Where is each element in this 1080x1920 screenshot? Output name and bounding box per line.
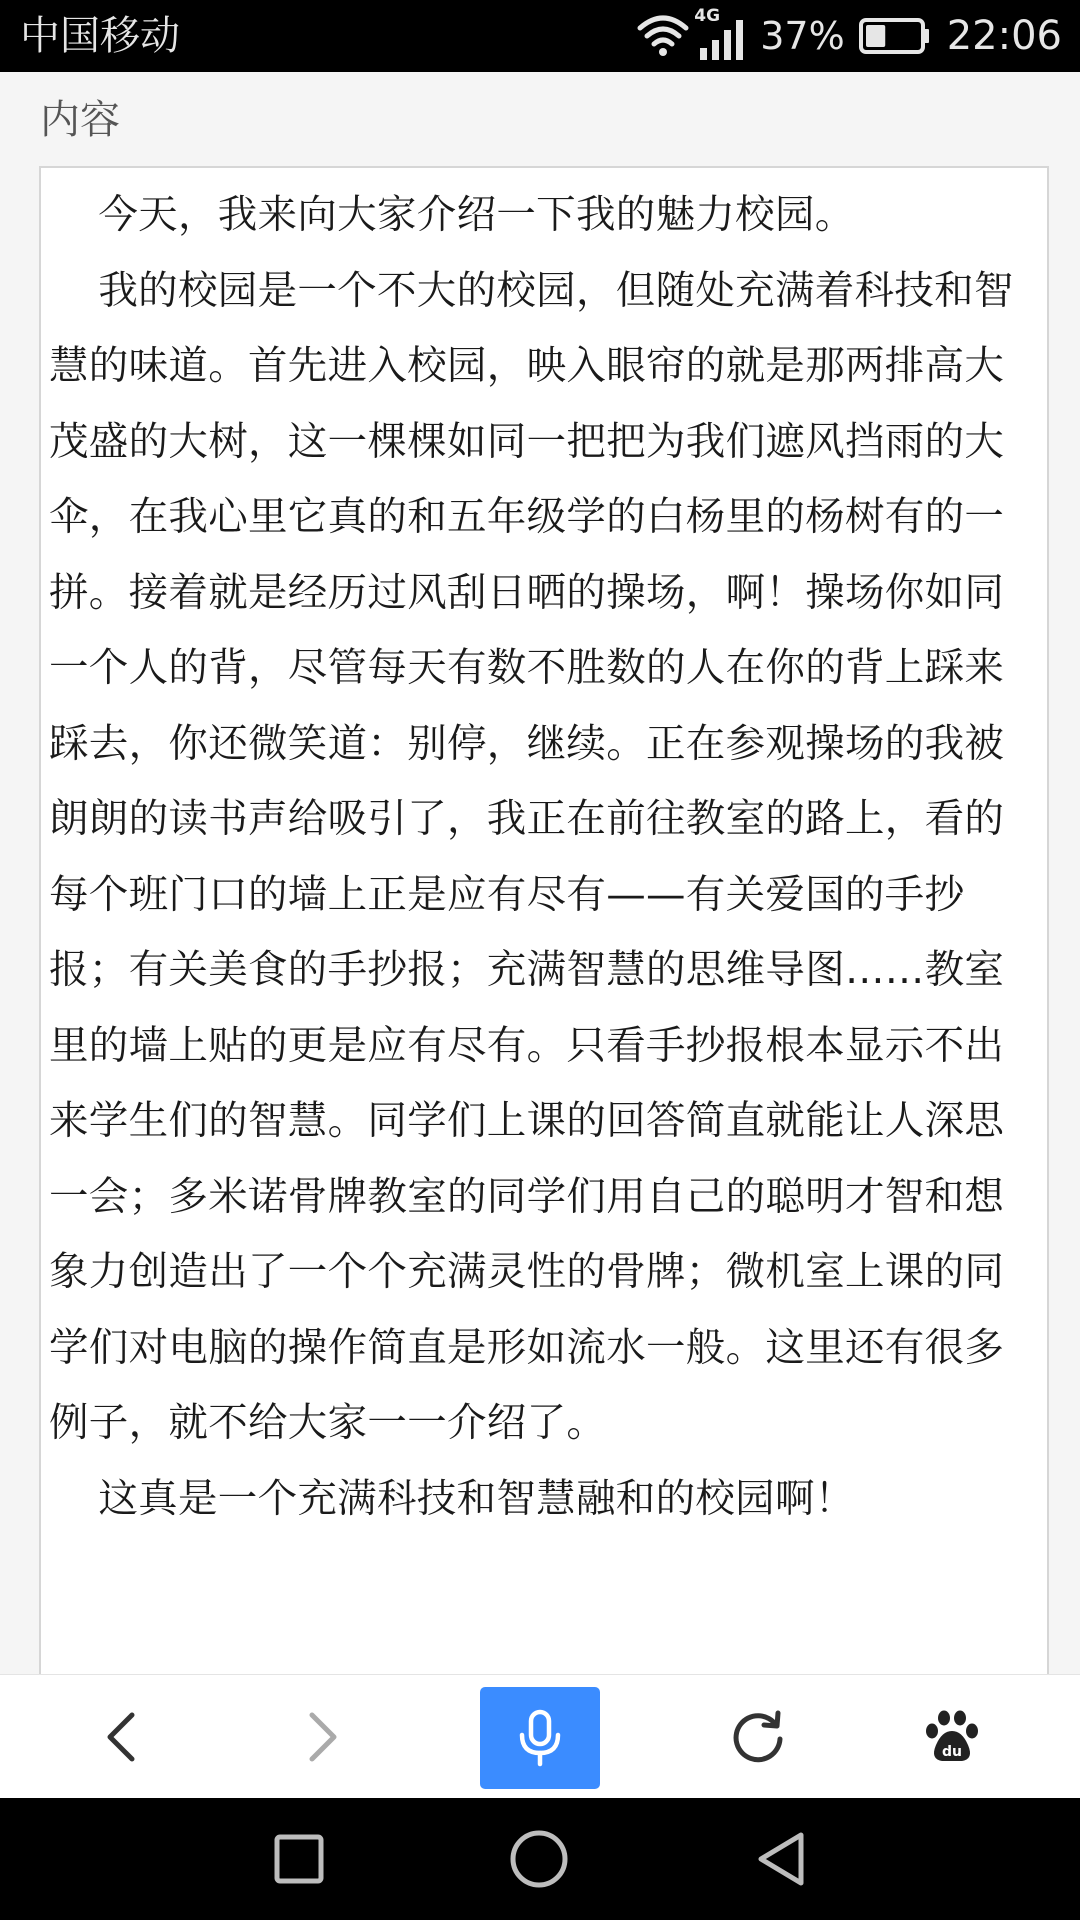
content-textarea[interactable]: [39, 166, 1049, 1676]
wifi-icon: [636, 14, 690, 58]
content-paragraph: 我的校园是一个不大的校园，但随处充满着科技和智慧的味道。首先进入校园，映入眼帘的就是那两排高大茂盛的大树，这一棵棵如同一把把为我们遮风挡雨的大伞，在我心里它真的和五年级学的白杨里的杨树有的一拼。接着就是经历过风刮日晒的操场，啊！操场你如同一个人的背，尽管每天有数不胜数的人在你的背上踩来踩去，你还微笑道：别停，继续。正在参观操场的我被朗朗的读书声给吸引了，我正在前往教室的路上，看的每个班门口的墙上正是应有尽有——有关爱国的手抄报；有关美食的手抄报；充满智慧的思维导图……教室里的墙上贴的更是应有尽有。只看手抄报根本显示不出来学生们的智慧。同学们上课的回答简直就能让人深思一会；多米诺骨牌教室的同学们用自己的聪明才智和想象力创造出了一个个充满灵性的骨牌；微机室上课的同学们对电脑的操作简直是形如流水一般。这里还有很多例子，就不给大家一一介绍了。: [49, 267, 1014, 1446]
baidu-home-button[interactable]: [892, 1675, 1012, 1799]
cellular-signal: [694, 6, 746, 60]
recents-button[interactable]: [244, 1798, 354, 1920]
back-button[interactable]: [62, 1675, 182, 1799]
refresh-icon: [730, 1709, 786, 1765]
chevron-right-icon: [302, 1709, 342, 1765]
status-bar: [0, 0, 1080, 72]
content-paragraph: 今天，我来向大家介绍一下我的魅力校园。: [98, 192, 855, 238]
carrier-name: 中国移动: [20, 13, 180, 59]
baidu-paw-icon: [924, 1709, 980, 1765]
clock: 22:06: [946, 13, 1062, 59]
signal-bars-icon: [698, 20, 744, 60]
chevron-left-icon: [102, 1709, 142, 1765]
page-title: 内容: [40, 97, 120, 143]
battery-icon: [859, 16, 931, 56]
home-button[interactable]: [484, 1798, 594, 1920]
content-paragraph: 这真是一个充满科技和智慧融和的校园啊！: [98, 1475, 855, 1522]
forward-button[interactable]: [262, 1675, 382, 1799]
refresh-button[interactable]: [698, 1675, 818, 1799]
square-icon: [273, 1833, 325, 1885]
voice-search-button[interactable]: [480, 1687, 600, 1789]
microphone-icon: [516, 1709, 564, 1767]
system-back-button[interactable]: [726, 1798, 836, 1920]
status-indicators: [636, 6, 1062, 62]
triangle-back-icon: [753, 1831, 809, 1887]
battery-percent: 37%: [760, 14, 845, 58]
browser-toolbar: [0, 1674, 1080, 1799]
network-type-label: 4G: [694, 6, 721, 26]
svg-text:du: du: [942, 1744, 962, 1760]
circle-icon: [509, 1829, 569, 1889]
system-navigation-bar: [0, 1798, 1080, 1920]
